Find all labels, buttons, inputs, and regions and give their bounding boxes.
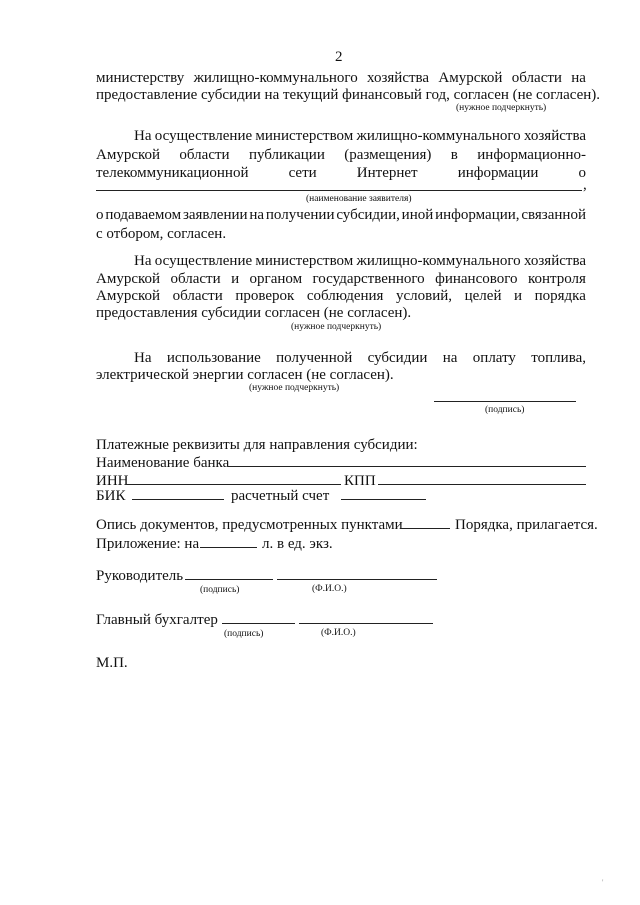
word: Амурской [96,147,161,163]
word: целей [464,288,502,304]
word: информации, [435,207,520,223]
word: публикации [248,147,325,163]
p3-line-1 [134,253,586,270]
word: иной [401,207,434,223]
word: На [134,128,152,144]
word: использование [166,350,261,366]
p4-line-2: электрической энергии согласен (не согласен). [96,367,394,383]
word: получении [265,207,335,223]
word: На [134,253,152,269]
word: и [514,288,523,304]
p3-line-4: предоставления субсидии согласен (не согласен). [96,305,412,321]
word: контроля [527,271,586,287]
bank-name-label: Наименование банка [96,455,230,471]
signature-note: (подпись) [485,405,525,415]
page-number: 2 [335,49,343,65]
head-name-note: (Ф.И.О.) [312,584,347,594]
word: телекоммуникационной [96,165,249,181]
accountant-sign-note: (подпись) [224,629,264,639]
word: Амурской [438,70,503,86]
requisites-heading: Платежные реквизиты для направления субсидии: [96,437,418,453]
word: Интернет [356,165,418,181]
word: топлива, [531,350,586,366]
word: Амурской [96,288,161,304]
word: полученной [276,350,353,366]
head-label: Руководитель [96,568,184,584]
p3-note: (нужное подчеркнуть) [291,322,382,332]
p4-note: (нужное подчеркнуть) [249,383,340,393]
p3-line-2 [96,271,586,288]
word: органом [249,271,303,287]
p2-line-5: с отбором, согласен. [96,226,227,242]
word: в [450,147,458,163]
p2-line-2 [96,147,586,164]
accountant-label: Главный бухгалтер [96,612,218,628]
word: области [170,271,221,287]
word: о [96,207,104,223]
p2-line-1 [134,128,586,145]
applicant-name-field[interactable] [96,190,582,191]
p1-line-1 [96,70,586,87]
signature-field[interactable] [434,401,576,402]
word: хозяйства [367,70,430,86]
word: области [172,288,223,304]
word: заявлении [182,207,248,223]
word: о [578,165,586,181]
p2-line-4 [96,207,586,224]
word: оплату [472,350,516,366]
word: осуществление [154,128,253,144]
word: жилищно-коммунального [356,253,521,269]
word: области [179,147,230,163]
accountant-name-note: (Ф.И.О.) [321,628,356,638]
word: министерством [255,253,354,269]
word: министерством [255,128,354,144]
p2-comma: , [583,177,587,193]
word: проверок [235,288,295,304]
word: государственного [312,271,425,287]
word: условий, [396,288,453,304]
word: жилищно-коммунального [356,128,521,144]
head-signature-field[interactable] [185,579,273,580]
word: порядка [534,288,586,304]
bik-label: БИК [96,488,126,504]
inventory-line-end: Порядка, прилагается. [455,517,598,533]
word: связанной [521,207,586,223]
account-field[interactable] [341,499,426,500]
sheets-count-field[interactable] [200,547,257,548]
word: соблюдения [306,288,384,304]
word: финансового [435,271,518,287]
word: информации [457,165,539,181]
word: на [571,70,586,86]
word: министерству [96,70,185,86]
scan-mark: ' [602,878,604,887]
word: подаваемом [105,207,182,223]
kpp-field[interactable] [378,484,586,485]
word: информационно- [477,147,586,163]
word: осуществление [154,253,253,269]
inn-label: ИНН [96,473,129,489]
clauses-field[interactable] [400,528,450,529]
appendix-label: Приложение: на [96,536,200,552]
word: хозяйства [523,128,586,144]
p1-line-2: предоставление субсидии на текущий финансовый год, согласен (не согласен). [96,87,601,103]
word: и [231,271,240,287]
account-label: расчетный счет [231,488,330,504]
accountant-name-field[interactable] [299,623,433,624]
bik-field[interactable] [132,499,224,500]
accountant-signature-field[interactable] [222,623,295,624]
word: жилищно-коммунального [193,70,358,86]
word: хозяйства [523,253,586,269]
p3-line-3 [96,288,586,305]
word: сети [288,165,317,181]
applicant-name-note: (наименование заявителя) [306,194,412,204]
p4-line-1 [134,350,586,367]
word: Амурской [96,271,161,287]
inn-field[interactable] [126,484,341,485]
bank-name-field[interactable] [228,466,586,467]
stamp-label: М.П. [96,655,128,671]
inventory-line-start: Опись документов, предусмотренных пунктами [96,517,403,533]
word: на [249,207,265,223]
p1-note: (нужное подчеркнуть) [456,103,547,113]
head-sign-note: (подпись) [200,585,240,595]
word: На [134,350,152,366]
word: (размещения) [344,147,432,163]
head-name-field[interactable] [277,579,437,580]
word: на [442,350,458,366]
kpp-label: КПП [344,473,376,489]
word: субсидии, [336,207,400,223]
word: области [511,70,562,86]
word: субсидии [367,350,428,366]
appendix-suffix: л. в ед. экз. [262,536,333,552]
p2-line-3 [96,165,586,182]
